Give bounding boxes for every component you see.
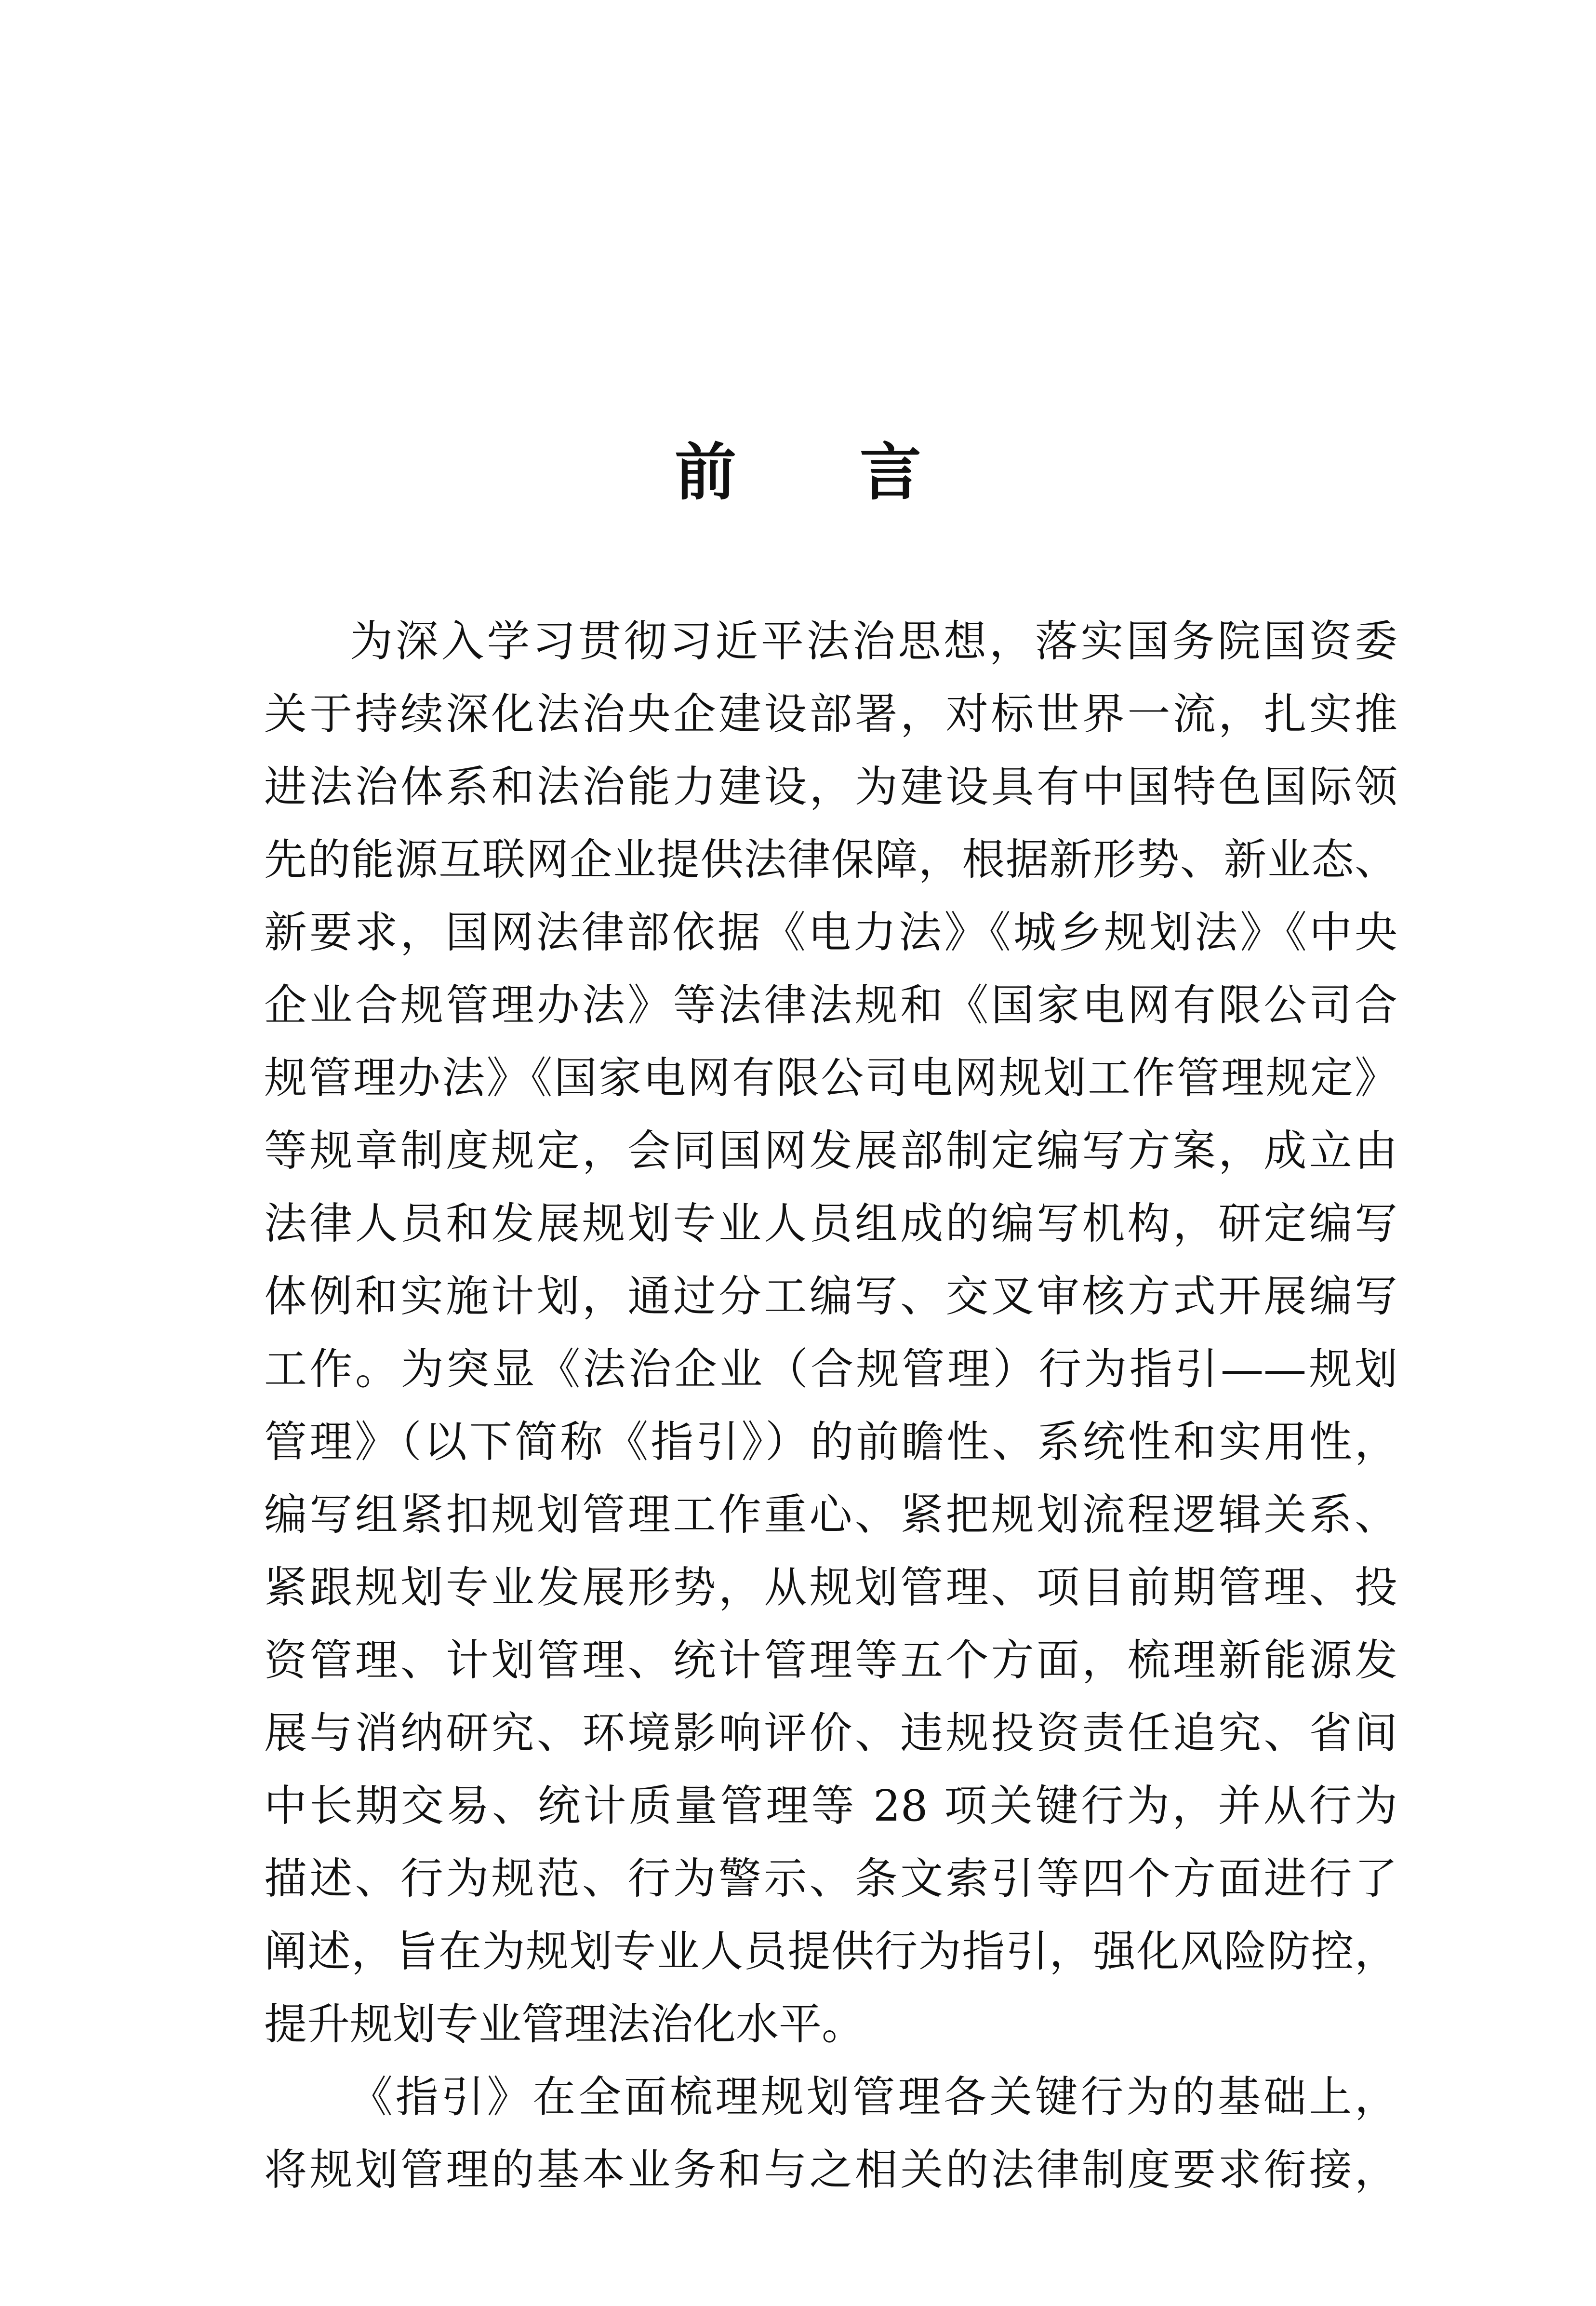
paragraph-1-line-8: 等规章制度规定，会同国网发展部制定编写方案，成立由 bbox=[264, 1126, 1397, 1176]
paragraph-1-line-14: 紧跟规划专业发展形势，从规划管理、项目前期管理、投 bbox=[264, 1562, 1397, 1612]
paragraph-1-line-1: 为深入学习贯彻习近平法治思想，落实国务院国资委 bbox=[350, 616, 1397, 666]
paragraph-1-line-9: 法律人员和发展规划专业人员组成的编写机构，研定编写 bbox=[264, 1198, 1397, 1248]
paragraph-1-line-16: 展与消纳研究、环境影响评价、违规投资责任追究、省间 bbox=[264, 1708, 1397, 1758]
paragraph-1-line-4: 先的能源互联网企业提供法律保障，根据新形势、新业态、 bbox=[264, 834, 1397, 885]
paragraph-2-line-2: 将规划管理的基本业务和与之相关的法律制度要求衔接， bbox=[264, 2145, 1397, 2195]
paragraph-1-line-5: 新要求，国网法律部依据《电力法》《城乡规划法》《中央 bbox=[264, 907, 1397, 957]
paragraph-1-line-20: 提升规划专业管理法治化水平。 bbox=[264, 1999, 864, 2049]
paragraph-1-line-11: 工作。为突显《法治企业（合规管理）行为指引——规划 bbox=[264, 1344, 1397, 1394]
paragraph-1-line-17: 中长期交易、统计质量管理等 28 项关键行为，并从行为 bbox=[264, 1781, 1397, 1831]
paragraph-1-line-15: 资管理、计划管理、统计管理等五个方面，梳理新能源发 bbox=[264, 1635, 1397, 1685]
page-title: 前 言 bbox=[674, 436, 921, 509]
paragraph-1-line-10: 体例和实施计划，通过分工编写、交叉审核方式开展编写 bbox=[264, 1271, 1397, 1321]
paragraph-2-line-1: 《指引》在全面梳理规划管理各关键行为的基础上， bbox=[350, 2072, 1397, 2122]
paragraph-1-line-13: 编写组紧扣规划管理工作重心、紧把规划流程逻辑关系、 bbox=[264, 1489, 1397, 1540]
paragraph-1-line-2: 关于持续深化法治央企建设部署，对标世界一流，扎实推 bbox=[264, 689, 1397, 739]
paragraph-1-line-18: 描述、行为规范、行为警示、条文索引等四个方面进行了 bbox=[264, 1853, 1397, 1904]
paragraph-1-line-3: 进法治体系和法治能力建设，为建设具有中国特色国际领 bbox=[264, 762, 1397, 812]
paragraph-1-line-6: 企业合规管理办法》等法律法规和《国家电网有限公司合 bbox=[264, 980, 1397, 1030]
paragraph-1-line-7: 规管理办法》《国家电网有限公司电网规划工作管理规定》 bbox=[264, 1053, 1397, 1103]
body-text bbox=[264, 605, 1397, 2206]
paragraph-1-line-12: 管理》（以下简称《指引》）的前瞻性、系统性和实用性， bbox=[264, 1417, 1397, 1467]
paragraph-1-line-19: 阐述，旨在为规划专业人员提供行为指引，强化风险防控， bbox=[264, 1926, 1397, 1976]
